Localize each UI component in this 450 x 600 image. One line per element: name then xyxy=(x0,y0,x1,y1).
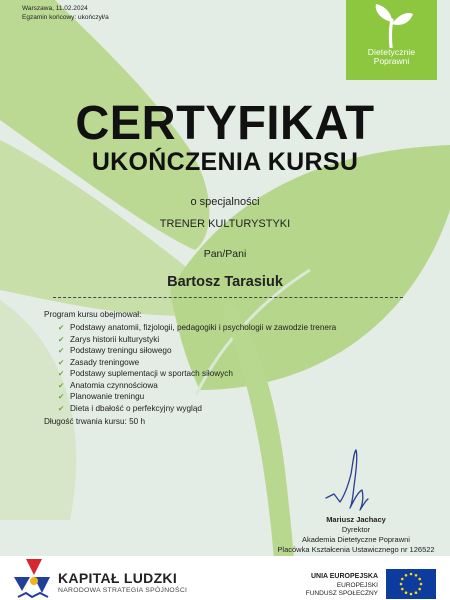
kapital-ludzki-subtitle: NARODOWA STRATEGIA SPÓJNOŚCI xyxy=(58,587,188,594)
signatory-name: Mariusz Jachacy xyxy=(326,515,386,524)
recipient-name: Bartosz Tarasiuk xyxy=(167,274,283,290)
footer xyxy=(0,556,450,600)
list-item: ✔ Dieta i dbałość o perfekcyjny wygląd xyxy=(58,403,202,413)
program-list xyxy=(58,322,336,414)
signatory-organization: Akademia Dietetyczne Poprawni xyxy=(302,535,410,544)
check-icon: ✔ xyxy=(58,334,65,344)
check-icon: ✔ xyxy=(58,369,65,378)
check-icon: ✔ xyxy=(58,392,65,401)
certificate-title: CERTYFIKAT xyxy=(75,97,375,150)
exam-status: Egzamin końcowy: ukończył/a xyxy=(22,14,109,21)
sprout-icon xyxy=(370,2,414,48)
kapital-ludzki-logo-icon xyxy=(12,557,52,599)
check-icon: ✔ xyxy=(58,323,65,332)
eu-flag-icon xyxy=(386,569,436,599)
list-item: ✔ Podstawy suplementacji w sportach siłowych xyxy=(58,369,233,378)
list-item: ✔ Zarys historii kulturystyki xyxy=(58,334,160,344)
kapital-ludzki-name: KAPITAŁ LUDZKI xyxy=(58,570,178,586)
signatory-institution: Placówka Kształcenia Ustawicznego nr 126522 xyxy=(277,545,435,554)
eu-line3: FUNDUSZ SPOŁECZNY xyxy=(305,590,378,597)
program-title: Program kursu obejmował: xyxy=(44,310,142,319)
check-icon: ✔ xyxy=(58,357,65,367)
eu-line2: EUROPEJSKI xyxy=(336,582,378,589)
signature xyxy=(318,446,398,512)
signatory-role: Dyrektor xyxy=(341,525,371,534)
list-item: ✔ Planowanie treningu xyxy=(58,392,145,401)
list-item: ✔ Podstawy anatomii, fizjologii, pedagogiki i psychologii w zawodzie trenera xyxy=(58,323,337,332)
salutation: Pan/Pani xyxy=(203,248,247,260)
check-icon: ✔ xyxy=(58,403,65,413)
check-icon: ✔ xyxy=(58,380,65,390)
certificate-subtitle: UKOŃCZENIA KURSU xyxy=(91,148,359,176)
place-date: Warszawa, 11.02.2024 xyxy=(22,5,88,12)
program-section xyxy=(44,309,336,427)
logo-text-line2: Poprawni xyxy=(373,56,410,66)
logo-text-line1: Dietetycznie xyxy=(367,47,416,57)
specialty: TRENER KULTURYSTYKI xyxy=(159,218,291,230)
divider xyxy=(53,297,403,298)
list-item: ✔ Podstawy treningu siłowego xyxy=(58,346,172,355)
brand-logo xyxy=(346,0,437,80)
check-icon: ✔ xyxy=(58,346,65,355)
specialty-intro: o specjalności xyxy=(190,196,260,208)
eu-line1: UNIA EUROPEJSKA xyxy=(310,573,378,580)
list-item: ✔ Anatomia czynnościowa xyxy=(58,380,158,390)
list-item: ✔ Zasady treningowe xyxy=(58,357,140,367)
header-meta xyxy=(22,4,109,22)
course-duration: Długość trwania kursu: 50 h xyxy=(44,417,146,426)
